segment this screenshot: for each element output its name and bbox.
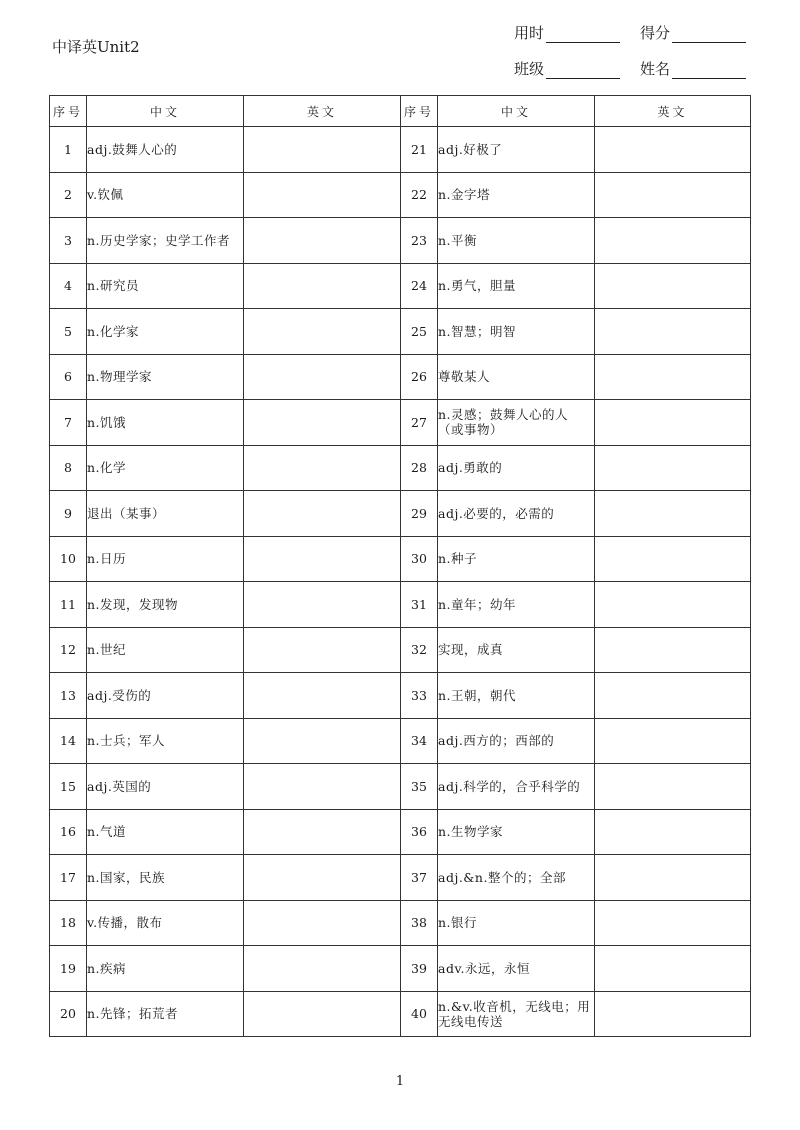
- english-answer-cell[interactable]: [595, 491, 751, 537]
- chinese-term: n.发现，发现物: [87, 582, 244, 628]
- item-number: 31: [401, 582, 438, 628]
- chinese-term: n.&v.收音机，无线电；用无线电传送: [438, 991, 595, 1037]
- english-answer-cell[interactable]: [595, 536, 751, 582]
- chinese-term: adj.必要的，必需的: [438, 491, 595, 537]
- english-answer-cell[interactable]: [595, 946, 751, 992]
- table-row: [50, 673, 751, 719]
- chinese-term: n.化学家: [87, 309, 244, 355]
- name-field: [640, 58, 746, 79]
- english-answer-cell[interactable]: [244, 946, 401, 992]
- table-row: [50, 900, 751, 946]
- class-label: 班级: [514, 60, 545, 78]
- chinese-term: n.平衡: [438, 218, 595, 264]
- table-row: [50, 309, 751, 355]
- item-number: 19: [50, 946, 87, 992]
- vocabulary-table: [49, 95, 751, 1037]
- item-number: 10: [50, 536, 87, 582]
- english-answer-cell[interactable]: [244, 855, 401, 901]
- chinese-term: n.化学: [87, 445, 244, 491]
- item-number: 11: [50, 582, 87, 628]
- english-answer-cell[interactable]: [595, 855, 751, 901]
- item-number: 18: [50, 900, 87, 946]
- english-answer-cell[interactable]: [595, 400, 751, 446]
- item-number: 21: [401, 127, 438, 173]
- item-number: 8: [50, 445, 87, 491]
- item-number: 5: [50, 309, 87, 355]
- chinese-term: n.物理学家: [87, 354, 244, 400]
- item-number: 25: [401, 309, 438, 355]
- item-number: 13: [50, 673, 87, 719]
- english-answer-cell[interactable]: [244, 764, 401, 810]
- chinese-term: 退出（某事）: [87, 491, 244, 537]
- chinese-term: adj.西方的；西部的: [438, 718, 595, 764]
- english-answer-cell[interactable]: [244, 718, 401, 764]
- header-number-right: 序号: [401, 96, 438, 127]
- header-english-left: 英文: [244, 96, 401, 127]
- english-answer-cell[interactable]: [595, 445, 751, 491]
- chinese-term: v.钦佩: [87, 172, 244, 218]
- item-number: 2: [50, 172, 87, 218]
- english-answer-cell[interactable]: [595, 627, 751, 673]
- name-label: 姓名: [640, 60, 671, 78]
- english-answer-cell[interactable]: [595, 263, 751, 309]
- table-row: [50, 946, 751, 992]
- table-row: [50, 627, 751, 673]
- item-number: 35: [401, 764, 438, 810]
- table-row: [50, 445, 751, 491]
- english-answer-cell[interactable]: [244, 127, 401, 173]
- english-answer-cell[interactable]: [244, 218, 401, 264]
- english-answer-cell[interactable]: [244, 309, 401, 355]
- item-number: 7: [50, 400, 87, 446]
- english-answer-cell[interactable]: [595, 127, 751, 173]
- item-number: 27: [401, 400, 438, 446]
- table-row: [50, 218, 751, 264]
- english-answer-cell[interactable]: [244, 445, 401, 491]
- english-answer-cell[interactable]: [595, 218, 751, 264]
- chinese-term: n.士兵；军人: [87, 718, 244, 764]
- chinese-term: n.勇气，胆量: [438, 263, 595, 309]
- name-blank[interactable]: [672, 60, 746, 79]
- chinese-term: n.银行: [438, 900, 595, 946]
- english-answer-cell[interactable]: [244, 172, 401, 218]
- table-row: [50, 491, 751, 537]
- header-english-right: 英文: [595, 96, 751, 127]
- english-answer-cell[interactable]: [244, 582, 401, 628]
- english-answer-cell[interactable]: [244, 536, 401, 582]
- item-number: 30: [401, 536, 438, 582]
- table-row: [50, 582, 751, 628]
- chinese-term: n.研究员: [87, 263, 244, 309]
- english-answer-cell[interactable]: [244, 627, 401, 673]
- item-number: 4: [50, 263, 87, 309]
- page-number: 1: [395, 1074, 405, 1089]
- english-answer-cell[interactable]: [595, 582, 751, 628]
- english-answer-cell[interactable]: [595, 172, 751, 218]
- english-answer-cell[interactable]: [244, 900, 401, 946]
- english-answer-cell[interactable]: [595, 309, 751, 355]
- english-answer-cell[interactable]: [595, 991, 751, 1037]
- english-answer-cell[interactable]: [595, 764, 751, 810]
- table-row: [50, 536, 751, 582]
- english-answer-cell[interactable]: [595, 718, 751, 764]
- item-number: 33: [401, 673, 438, 719]
- english-answer-cell[interactable]: [244, 991, 401, 1037]
- score-blank[interactable]: [672, 24, 746, 43]
- time-field: [514, 22, 620, 43]
- item-number: 40: [401, 991, 438, 1037]
- item-number: 16: [50, 809, 87, 855]
- item-number: 12: [50, 627, 87, 673]
- table-row: [50, 172, 751, 218]
- table-row: [50, 718, 751, 764]
- table-row: [50, 127, 751, 173]
- chinese-term: n.灵感；鼓舞人心的人（或事物）: [438, 400, 595, 446]
- item-number: 9: [50, 491, 87, 537]
- item-number: 28: [401, 445, 438, 491]
- chinese-term: n.金字塔: [438, 172, 595, 218]
- item-number: 17: [50, 855, 87, 901]
- item-number: 23: [401, 218, 438, 264]
- chinese-term: adv.永远，永恒: [438, 946, 595, 992]
- score-label: 得分: [640, 24, 671, 42]
- chinese-term: adj.英国的: [87, 764, 244, 810]
- chinese-term: adj.好极了: [438, 127, 595, 173]
- item-number: 24: [401, 263, 438, 309]
- header-chinese-left: 中文: [87, 96, 244, 127]
- item-number: 32: [401, 627, 438, 673]
- chinese-term: adj.&n.整个的；全部: [438, 855, 595, 901]
- chinese-term: n.国家，民族: [87, 855, 244, 901]
- chinese-term: n.种子: [438, 536, 595, 582]
- chinese-term: n.饥饿: [87, 400, 244, 446]
- header-number-left: 序号: [50, 96, 87, 127]
- table-header-row: [50, 96, 751, 127]
- table-row: [50, 263, 751, 309]
- table-row: [50, 400, 751, 446]
- item-number: 15: [50, 764, 87, 810]
- chinese-term: adj.鼓舞人心的: [87, 127, 244, 173]
- chinese-term: n.历史学家；史学工作者: [87, 218, 244, 264]
- item-number: 22: [401, 172, 438, 218]
- item-number: 3: [50, 218, 87, 264]
- chinese-term: n.生物学家: [438, 809, 595, 855]
- item-number: 39: [401, 946, 438, 992]
- english-answer-cell[interactable]: [595, 900, 751, 946]
- table-row: [50, 991, 751, 1037]
- chinese-term: n.先锋；拓荒者: [87, 991, 244, 1037]
- table-row: [50, 764, 751, 810]
- chinese-term: adj.科学的，合乎科学的: [438, 764, 595, 810]
- item-number: 26: [401, 354, 438, 400]
- chinese-term: 实现，成真: [438, 627, 595, 673]
- english-answer-cell[interactable]: [595, 809, 751, 855]
- table-row: [50, 354, 751, 400]
- chinese-term: n.日历: [87, 536, 244, 582]
- chinese-term: adj.受伤的: [87, 673, 244, 719]
- english-answer-cell[interactable]: [595, 673, 751, 719]
- english-answer-cell[interactable]: [244, 809, 401, 855]
- chinese-term: n.气道: [87, 809, 244, 855]
- item-number: 34: [401, 718, 438, 764]
- chinese-term: 尊敬某人: [438, 354, 595, 400]
- english-answer-cell[interactable]: [244, 400, 401, 446]
- item-number: 29: [401, 491, 438, 537]
- class-blank[interactable]: [546, 60, 620, 79]
- chinese-term: n.智慧；明智: [438, 309, 595, 355]
- english-answer-cell[interactable]: [595, 354, 751, 400]
- item-number: 14: [50, 718, 87, 764]
- chinese-term: adj.勇敢的: [438, 445, 595, 491]
- score-field: [640, 22, 746, 43]
- worksheet-title: 中译英Unit2: [52, 38, 140, 56]
- item-number: 20: [50, 991, 87, 1037]
- header-chinese-right: 中文: [438, 96, 595, 127]
- time-blank[interactable]: [546, 24, 620, 43]
- english-answer-cell[interactable]: [244, 263, 401, 309]
- chinese-term: n.童年；幼年: [438, 582, 595, 628]
- chinese-term: v.传播，散布: [87, 900, 244, 946]
- table-row: [50, 809, 751, 855]
- item-number: 1: [50, 127, 87, 173]
- item-number: 36: [401, 809, 438, 855]
- english-answer-cell[interactable]: [244, 354, 401, 400]
- chinese-term: n.世纪: [87, 627, 244, 673]
- table-row: [50, 855, 751, 901]
- english-answer-cell[interactable]: [244, 673, 401, 719]
- english-answer-cell[interactable]: [244, 491, 401, 537]
- chinese-term: n.疾病: [87, 946, 244, 992]
- class-field: [514, 58, 620, 79]
- item-number: 37: [401, 855, 438, 901]
- time-label: 用时: [514, 24, 545, 42]
- item-number: 6: [50, 354, 87, 400]
- chinese-term: n.王朝，朝代: [438, 673, 595, 719]
- item-number: 38: [401, 900, 438, 946]
